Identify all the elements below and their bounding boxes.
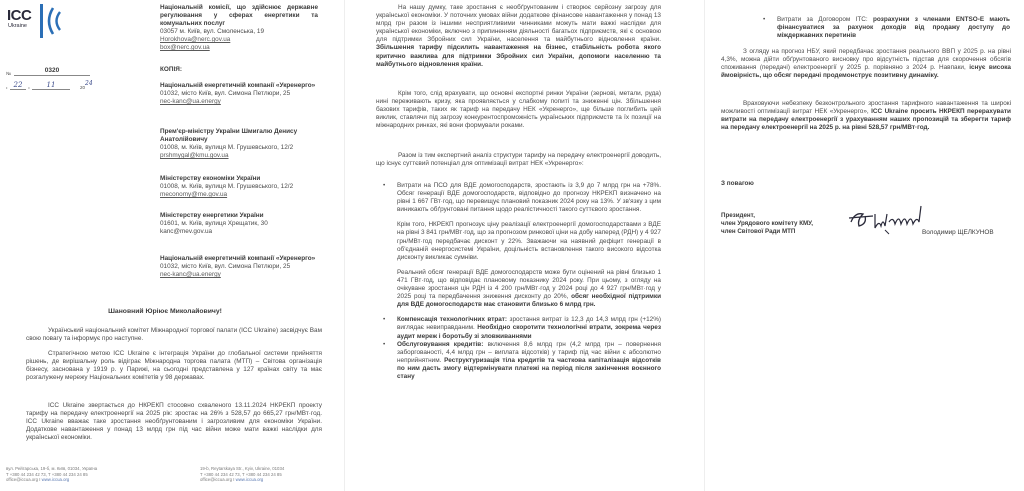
date-year: 24	[85, 80, 93, 87]
copy-recipient-email-link[interactable]: meconomy@me.gov.ua	[160, 191, 228, 199]
footer-address-ua	[6, 466, 97, 483]
copy-recipient	[160, 128, 318, 160]
paragraph-emphasis: існує висока ймовірність, що обсяг передачі продемонструє позитивну динаміку.	[721, 64, 1011, 80]
list-item-text: Витрати на ПСО для ВДЕ домогосподарств, зростають із 3,9 до 7 млрд грн на +78%. Обсяг генерації ВДЕ домогосподарств, відповідно до прогнозу НКРЕКП визначено на рівні 1 667 ГВт·год, що перевищує плановий показник 2024 року на 13%. У зв'язку з цим виникають обґрунтовані питання щодо реалістичності такого суттєвого зростання.	[397, 182, 661, 214]
copy-recipient-address: 01032, місто Київ, вул. Симона Петлюри, 25	[160, 90, 291, 98]
body-paragraph: ICC Ukraine звертається до НКРЕКП стосовно схваленого 13.11.2024 НКРЕКП проекту тарифу на передачу електроенергії на 2025 рік: зростає на 26% з 528,57 до 665,27 грн/МВт·год. ICC Ukraine вважає таке зростання необґрунтованим і загрозливим для економіки України. Додаткове навантаження у понад 13 млрд грн під час війни може мати важкі наслідки для української економіки.	[26, 402, 322, 442]
recipient-email-link[interactable]: box@nerc.gov.ua	[160, 44, 210, 52]
paragraph-text: На нашу думку, таке зростання є необґрунтованим і створює серйозну загрозу для української економіки. У поточних умовах війни додаткове фінансове навантаження у понад 13 млрд грн разом із іншими несприятливими чинниками можуть мати важкі наслідки для української економіки, включно з припиненням діяльності багатьох підприємств, які є основою для підтримки Збройних сил України, населення та майбутнього відновлення країни.	[376, 4, 661, 44]
closing-phrase: З повагою	[721, 180, 754, 187]
recipient-address: 03057 м. Київ, вул. Смоленська, 19	[160, 28, 265, 36]
copy-recipient-address: 01008, м. Київ, вулиця М. Грушевського, 12/2	[160, 183, 294, 191]
outgoing-reference: № 0320 • 22 • 11 20 24	[6, 67, 93, 90]
icc-ukraine-logo	[5, 4, 65, 34]
copy-recipient-address: 01601, м. Київ, вулиця Хрещатик, 30	[160, 220, 268, 228]
copy-recipient-email[interactable]: kanc@mev.gov.ua	[160, 228, 213, 236]
subparagraph-emphasis: обсяг необхідної підтримки для ВДЕ домогосподарств має становити близько 6 млрд грн.	[397, 293, 661, 309]
subparagraph-text: Реальний обсяг генерації ВДЕ домогосподарств може бути оцінений на рівні близько 1 471 ГВт·год, що відповідає плановому показнику 2024 року. При цьому, з огляду на очікуване зростання цін РДН із 4 200 грн/МВт·год у 2024 році до 4 927 грн/МВт·год у 2025 році та передбачення зниження дисконту до 20%,	[397, 268, 661, 301]
list-item-lead: Компенсація технологічних втрат:	[397, 316, 508, 324]
footer-email[interactable]: office@iccua.org	[6, 477, 38, 483]
footer-address-en	[200, 466, 284, 483]
logo-subtext: Ukraine	[8, 23, 27, 29]
list-item	[380, 341, 661, 381]
date-day: 22	[10, 81, 26, 90]
footer-website-link[interactable]: www.iccua.org	[41, 477, 70, 483]
list-item	[380, 182, 661, 309]
number-label: №	[6, 71, 11, 76]
bullet-icon: •	[383, 182, 386, 189]
copy-recipient-title: Прем'єр-міністру України Шмигалю Денису Анатолійовичу	[160, 128, 298, 144]
body-paragraph	[721, 100, 1011, 132]
copy-recipient-title: Національній енергетичній компанії «Укренерго»	[160, 255, 316, 262]
icc-wave-mark-icon	[40, 4, 64, 38]
paragraph-text: З огляду на прогноз НБУ, який передбачає зростання реального ВВП у 2025 р. на рівні 4,3%, можна дійти обґрунтованого висновку про відсутність підстав для скорочення обсягів споживання (передачі) електроенергії у 2025 р. порівняно з 2024 р. Навпаки,	[721, 48, 1011, 72]
body-paragraph	[376, 4, 661, 69]
list-item-subparagraph	[397, 269, 661, 309]
footer-phones: T +380 44 234 42 73, T +380 44 234 24 85	[200, 471, 282, 477]
signatory-title: член Світової Ради МТП	[721, 228, 796, 235]
recipient-email-link[interactable]: Horokhova@nerc.gov.ua	[160, 36, 231, 44]
body-paragraph: Разом із тим експертний аналіз структури тарифу на передачу електроенергії доводить, що існує суттєвий потенціал для оптимізації витрат НЕК «Укренерго»:	[376, 152, 661, 168]
list-item-text: включення 8,6 млрд грн (4,2 млрд грн – повернення заборгованості, 4,4 млрд грн – виплата відсотків) у тариф під час війни є абсолютно неприйнятним.	[397, 340, 662, 364]
reference-number: 0320	[14, 67, 90, 76]
salutation: Шановний Юріює Миколайовичу!	[108, 308, 222, 315]
list-item-subparagraph: Крім того, НКРЕКП прогнозує ціну реалізації електроенергії домогосподарствами з ВДЕ на рівні 3 841 грн/МВт·год, що за прогнозом ринкової ціни на добу наперед (РДН) у 4 927 грн/МВт·год передбачає дисконт у 22%. Зважаючи на наявний дефіцит генерації в об'єднаній енергосистемі України, доцільність встановлення такого високого відсотка дисконту викликає сумніви.	[397, 221, 661, 261]
list-item-text: зростання витрат із 12,3 до 14,3 млрд грн (+12%) виглядає невиправданим.	[397, 316, 661, 332]
copy-recipient-title: Національній енергетичній компанії «Укренерго»	[160, 82, 316, 89]
copy-recipient	[160, 212, 318, 236]
footer-email[interactable]: office@iccua.org	[200, 477, 232, 483]
list-item-lead: Обслуговування кредитів:	[397, 340, 484, 348]
recipient-nerc	[160, 4, 318, 53]
bullet-icon: •	[383, 340, 386, 348]
logo-text: ICC	[7, 7, 32, 24]
footer-line: вул. Рейтарська, 19-б, м. Київ, 01034, Україна	[6, 466, 98, 471]
body-paragraph: Стратегічною метою ICC Ukraine є інтеграція України до глобальної системи прийняття рішень, де вирішальну роль відіграє Міжнародна торгова палата (МТП) – Світова організація бізнесу, заснована у 1919 р. у Парижі, на сьогодні представлена у 127 країнах світу та має розгалужену мережу Національних комітетів у 98 державах.	[26, 350, 322, 382]
list-item	[380, 316, 661, 340]
signatory-title: Президент,	[721, 212, 755, 219]
cost-optimization-list-continued	[760, 16, 1010, 40]
paragraph-text: Враховуючи небезпеку безконтрольного зростання тарифного навантаження та широкі можливості оптимізації витрат НЕК «Укренерго»,	[721, 100, 1011, 116]
copy-recipient-email-link[interactable]: nec-kanc@ua.energy	[160, 98, 221, 106]
footer-separator: I	[232, 477, 236, 483]
paragraph-emphasis: ICC Ukraine просить НКРЕКП перерахувати витрати на передачу електроенергії з урахуванням наших пропозицій та зберегти тариф на передачу електроенергії на 2025 р. на рівні 528,57 грн/МВт·год.	[721, 108, 1011, 132]
body-paragraph	[721, 48, 1011, 80]
footer-phones: T +380 44 234 42 73, T +380 44 234 24 85	[6, 471, 88, 477]
footer-line: 19-b, Reytarskaya Str., Kyiv, Ukraine, 01034	[200, 466, 285, 471]
copy-recipient-title: Міністерству економіки України	[160, 175, 261, 182]
copy-recipient-email-link[interactable]: nec-kanc@ua.energy	[160, 271, 221, 279]
list-item-emphasis: Реструктуризація тіла кредитів та часткова капіталізація відсотків по ним дасть змогу відтермінувати платежі на період після закінчення воєнного стану	[397, 356, 661, 380]
signer-name: Володимир ЩЕЛКУНОВ	[922, 229, 994, 236]
list-item-emphasis: розрахунки з членами ENTSO-E мають фінансуватися за рахунок доходів від продажу доступу до міждержавних перетинів	[777, 16, 1010, 40]
copy-recipient	[160, 255, 318, 279]
copy-recipient-title: Міністерству енергетики України	[160, 212, 264, 219]
footer-website-link[interactable]: www.iccua.org	[235, 477, 264, 483]
bullet-icon: •	[383, 316, 386, 324]
copy-recipient-address: 01032, місто Київ, вул. Симона Петлюри, 25	[160, 263, 291, 271]
body-paragraph: Крім того, слід врахувати, що основні експортні ринки України (зернові, метали, руда) нині переживають кризу, яка проявляється у слабкому попиті та зниженні цін. Збільшення базових тарифів, таких як тариф на передачу НЕК «Укренерго», ще більше поглибить цей виклик, ставлячи під загрозу конкурентоспроможність українських підприємств та їх позиції на міжнародних ринках, які вони формували роками.	[376, 90, 661, 130]
copy-recipient-address: 01008, м. Київ, вулиця М. Грушевського, 12/2	[160, 144, 294, 152]
letter-page-2	[360, 0, 705, 491]
date-year-prefix: 20	[80, 85, 86, 90]
list-item-text: Витрати за Договором ITC:	[777, 16, 873, 23]
body-paragraph: Український національний комітет Міжнародної торгової палати (ICC Ukraine) засвідчує Вам свою повагу та інформує про наступне.	[26, 327, 322, 343]
paragraph-emphasis: Збільшення тарифу підсилить навантаження на бізнес, стабільність робота якого критично важлива для підтримки Збройних сил України, допомоги населенню та майбутнього відновлення країни.	[376, 44, 661, 68]
recipient-title: Національній комісії, що здійснює державне регулювання у сферах енергетики та комунальних послуг	[160, 4, 318, 28]
bullet-icon: •	[763, 16, 766, 23]
signatory-title: член Урядового комітету КМУ,	[721, 220, 814, 227]
cost-optimization-list	[380, 182, 661, 381]
signatory-titles	[721, 212, 831, 236]
copy-label: КОПІЯ:	[160, 66, 182, 73]
copy-recipient-email-link[interactable]: prshmygal@kmu.gov.ua	[160, 152, 229, 160]
letter-page-1	[0, 0, 345, 491]
list-item-emphasis: Необхідно скоротити технологічні втрати, зокрема через аудит мереж і боротьбу зі зловживаннями	[397, 324, 662, 340]
copy-recipient	[160, 82, 318, 106]
copy-recipient	[160, 175, 318, 199]
letter-page-3	[712, 0, 1024, 491]
date-month: 11	[32, 81, 70, 90]
list-item	[760, 16, 1010, 40]
footer-separator: I	[38, 477, 42, 483]
